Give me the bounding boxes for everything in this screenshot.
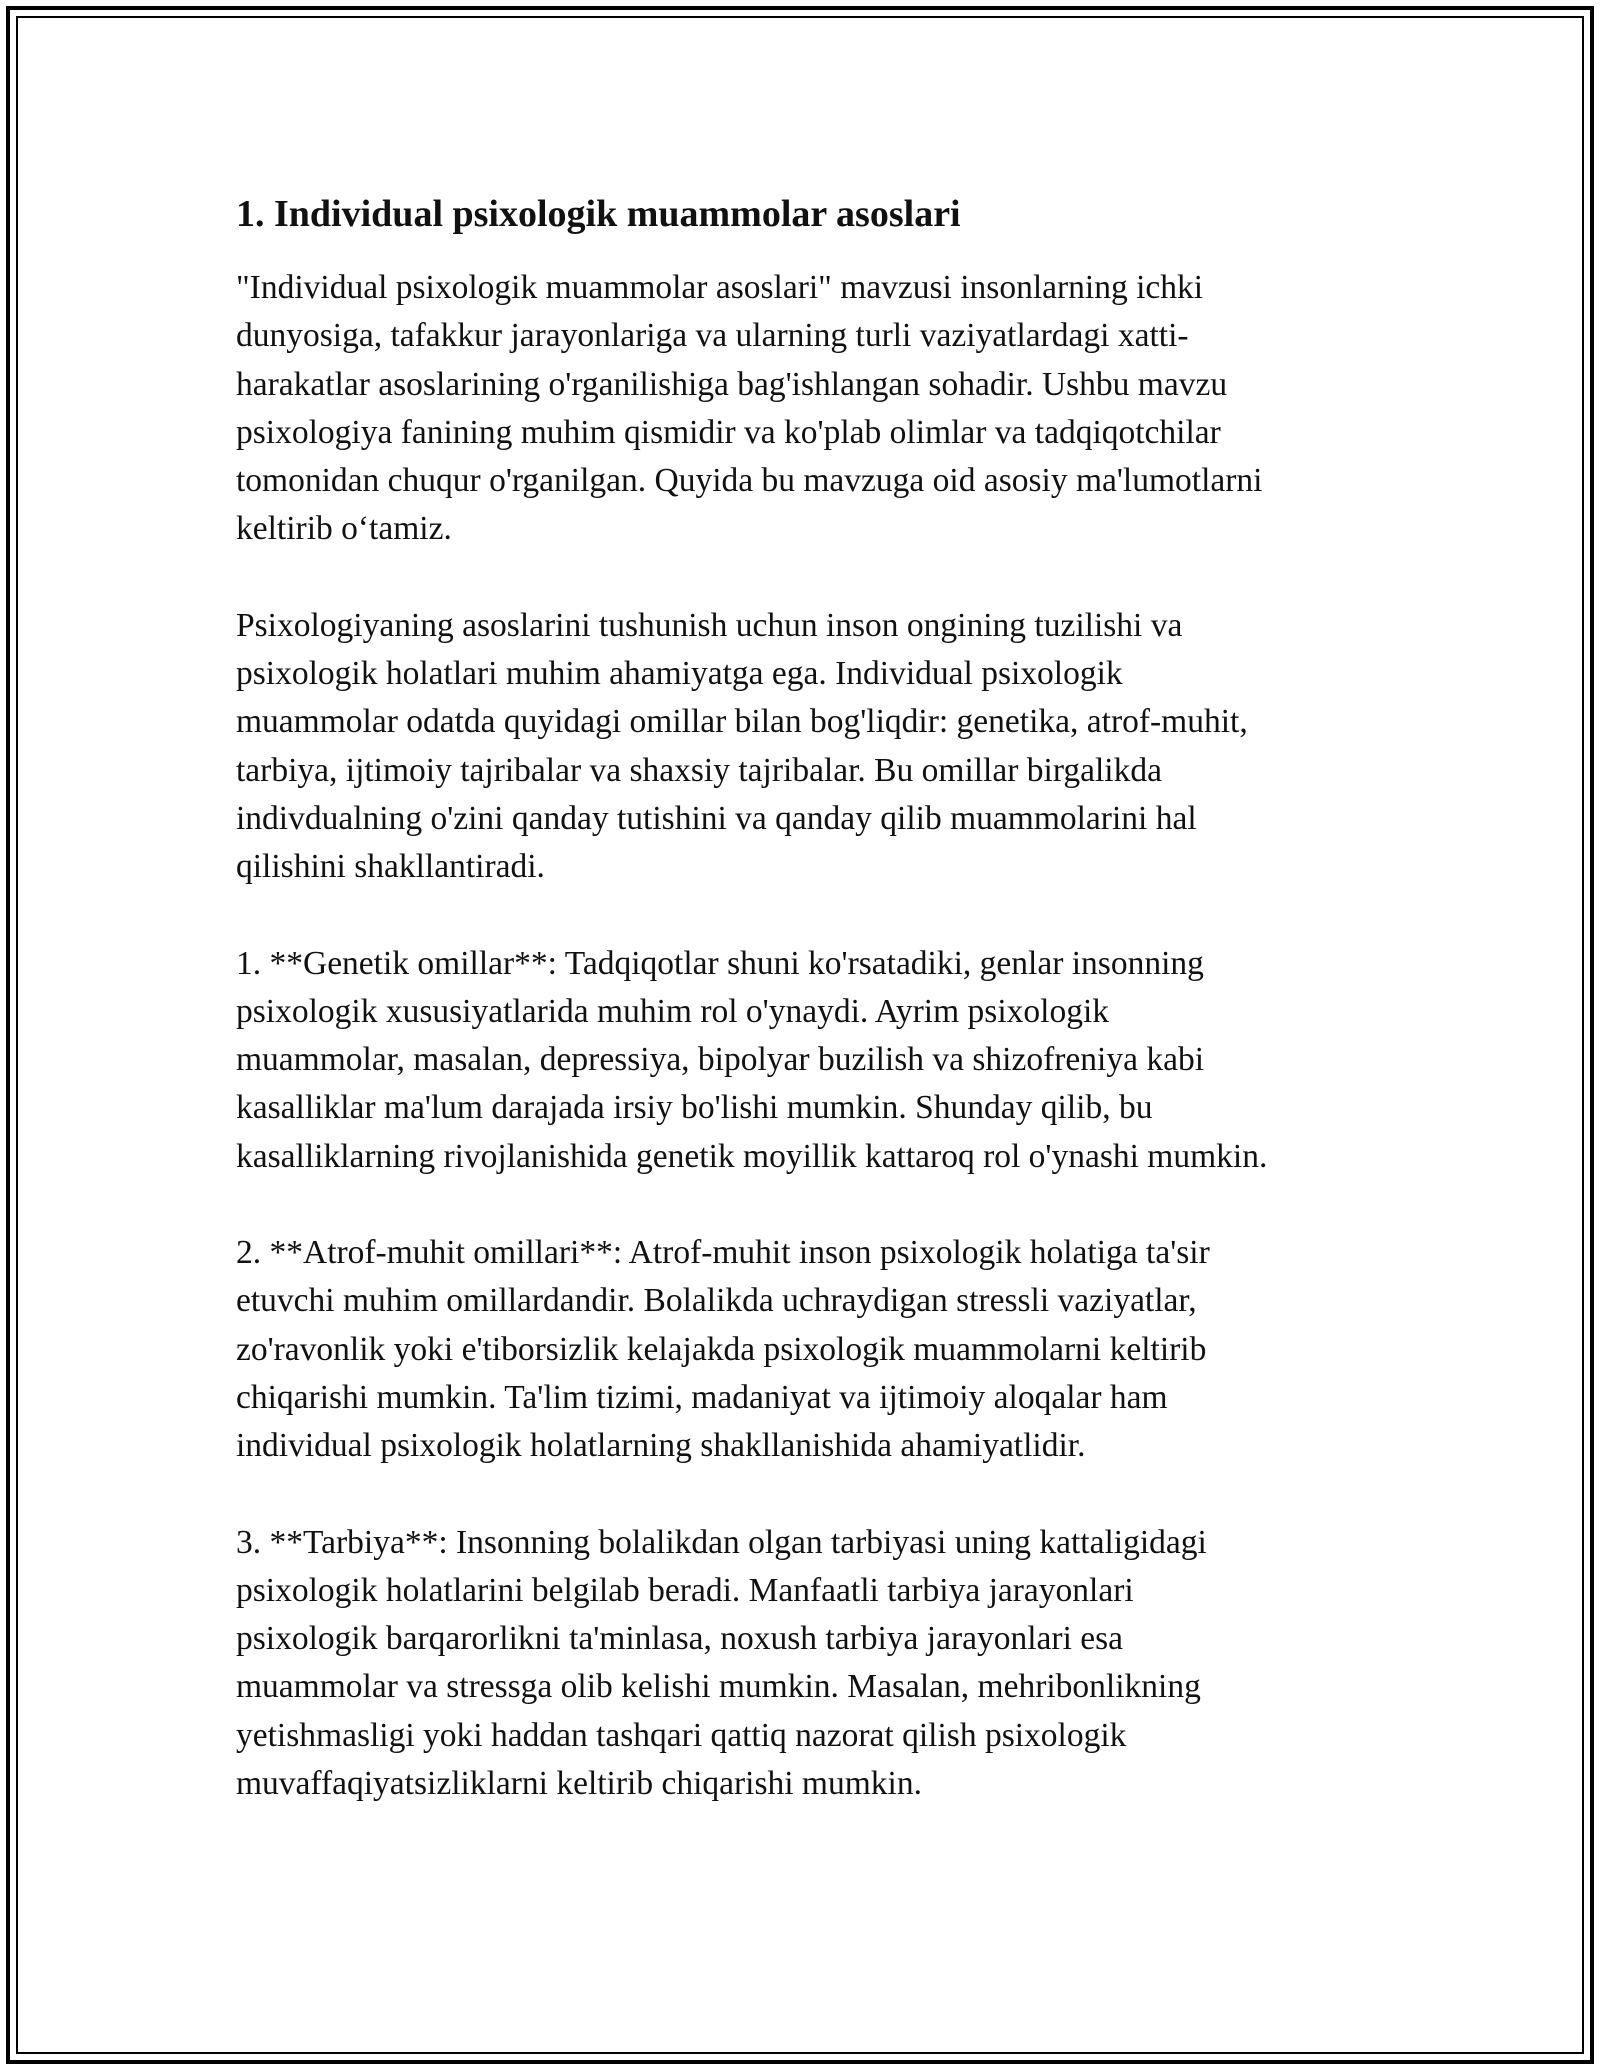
paragraph-intro: "Individual psixologik muammolar asoslari" mavzusi insonlarning ichki dunyosiga, tafakkur jarayonlariga va ularning turli vaziyatlardagi xatti- harakatlar asoslarining o'rganilishiga bag'ishlangan sohadir. Ushbu mavzu psixologiya fanining muhim qismidir va ko'plab olimlar va tadqiqotchilar tomonidan chuqur o'rganilgan. Quyida bu mavzuga oid asosiy ma'lumotlarni keltirib o‘tamiz. bbox=[236, 269, 1263, 548]
paragraph-genetic-factors: 1. **Genetik omillar**: Tadqiqotlar shuni ko'rsatadiki, genlar insonning psixologik xususiyatlarida muhim rol o'ynaydi. Ayrim psixologik muammolar, masalan, depressiya, bipolyar buzilish va shizofreniya kabi kasalliklar ma'lum darajada irsiy bo'lishi mumkin. Shunday qilib, bu kasalliklarning rivojlanishida genetik moyillik kattaroq rol o'ynashi mumkin. bbox=[236, 944, 1268, 1175]
paragraph-upbringing: 3. **Tarbiya**: Insonning bolalikdan olgan tarbiyasi uning kattaligidagi psixologik holatlarini belgilab beradi. Manfaatli tarbiya jarayonlari psixologik barqarorlikni ta'minlasa, noxush tarbiya jarayonlari esa muammolar va stressga olib kelishi mumkin. Masalan, mehribonlikning yetishmasligi yoki haddan tashqari qattiq nazorat qilish psixologik muvaffaqiyatsizliklarni keltirib chiqarishi mumkin. bbox=[236, 1523, 1207, 1803]
document-body bbox=[236, 186, 1376, 1856]
paragraph-environment-factors: 2. **Atrof-muhit omillari**: Atrof-muhit inson psixologik holatiga ta'sir etuvchi muhim omillardandir. Bolalikda uchraydigan stressli vaziyatlar, zo'ravonlik yoki e'tiborsizlik kelajakda psixologik muammolarni keltirib chiqarishi mumkin. Ta'lim tizimi, madaniyat va ijtimoiy aloqalar ham individual psixologik holatlarning shakllanishida ahamiyatlidir. bbox=[236, 1234, 1210, 1465]
section-heading: 1. Individual psixologik muammolar asoslari bbox=[236, 193, 961, 235]
paragraph-basics: Psixologiyaning asoslarini tushunish uchun inson ongining tuzilishi va psixologik holatlari muhim ahamiyatga ega. Individual psixologik muammolar odatda quyidagi omillar bilan bog'liqdir: genetika, atrof-muhit, tarbiya, ijtimoiy tajribalar va shaxsiy tajribalar. Bu omillar birgalikda indivdualning o'zini qanday tutishini va qanday qilib muammolarini hal qilishini shakllantiradi. bbox=[236, 606, 1248, 886]
